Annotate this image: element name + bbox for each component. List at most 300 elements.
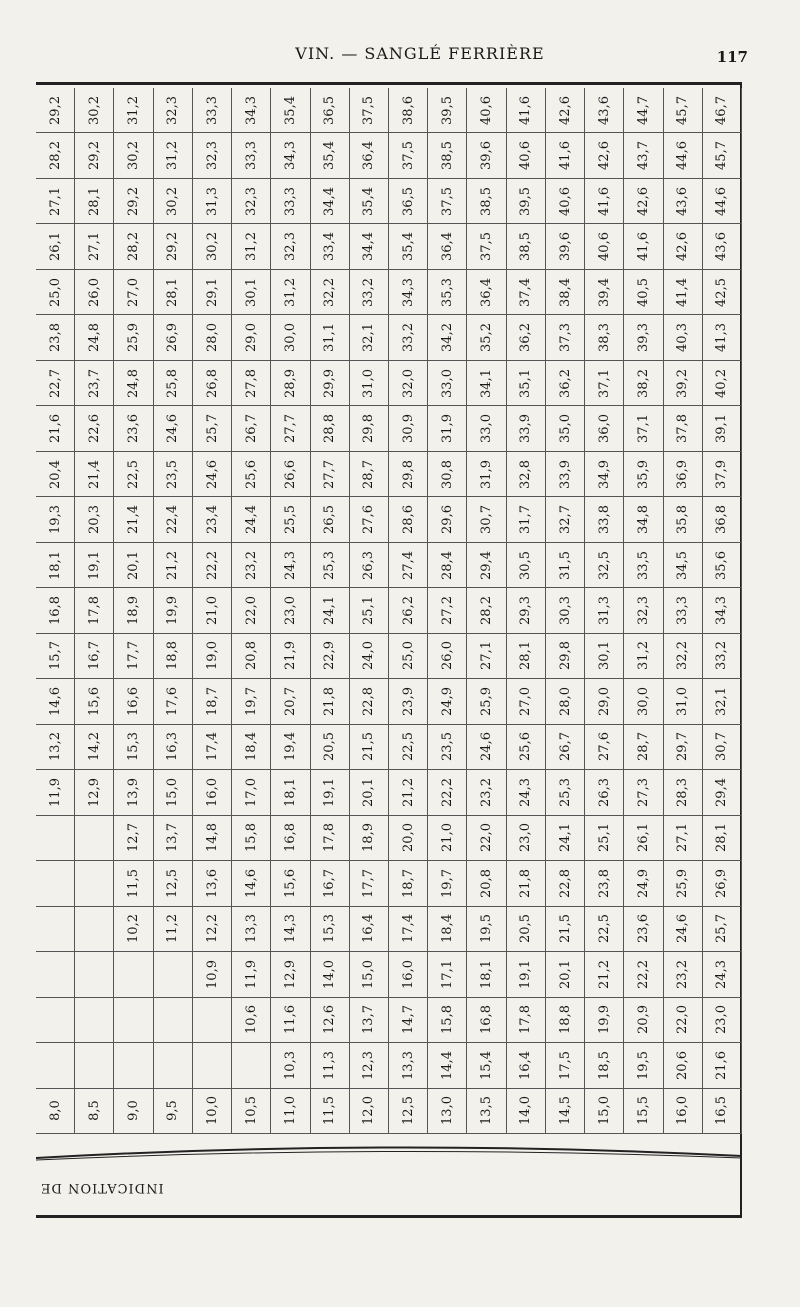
table-cell bbox=[428, 998, 467, 1043]
table-cell bbox=[36, 179, 75, 224]
table-cell-value: 25,5 bbox=[282, 505, 298, 535]
table-cell bbox=[585, 725, 624, 770]
table-cell bbox=[36, 224, 75, 269]
table-cell-value: 24,6 bbox=[165, 414, 181, 444]
table-cell bbox=[467, 315, 506, 360]
row-label: 9,0 bbox=[126, 1100, 142, 1122]
table-cell-value: 21,4 bbox=[86, 459, 102, 489]
table-cell bbox=[664, 725, 703, 770]
table-cell bbox=[703, 861, 742, 906]
table-cell bbox=[546, 952, 585, 997]
table-cell-value: 23,6 bbox=[635, 914, 651, 944]
table-cell-value: 41,6 bbox=[596, 186, 612, 216]
table-cell-value: 10,6 bbox=[243, 1005, 259, 1035]
table-cell-value: 20,4 bbox=[47, 459, 63, 489]
table-cell-value: 23,2 bbox=[675, 959, 691, 989]
table-cell-value: 42,5 bbox=[714, 277, 730, 307]
table-cell bbox=[193, 179, 232, 224]
table-cell-value: 28,0 bbox=[204, 323, 220, 353]
table-cell-value: 33,0 bbox=[439, 368, 455, 398]
table-cell-value: 43,6 bbox=[714, 232, 730, 262]
table-cell-value: 30,1 bbox=[596, 641, 612, 671]
table-cell bbox=[311, 270, 350, 315]
table-cell bbox=[193, 998, 232, 1043]
table-cell-value: 10,9 bbox=[204, 959, 220, 989]
table-cell-value: 13,9 bbox=[126, 777, 142, 807]
table-cell-value: 30,5 bbox=[518, 550, 534, 580]
table-cell bbox=[507, 679, 546, 724]
table-cell bbox=[428, 224, 467, 269]
table-cell-value: 12,5 bbox=[165, 868, 181, 898]
table-cell bbox=[114, 634, 153, 679]
table-cell-value: 23,2 bbox=[479, 777, 495, 807]
table-cell bbox=[154, 952, 193, 997]
table-cell bbox=[585, 770, 624, 815]
table-cell-value: 22,2 bbox=[439, 777, 455, 807]
table-cell-value: 32,1 bbox=[361, 323, 377, 353]
table-cell bbox=[114, 588, 153, 633]
table-cell-value: 35,4 bbox=[400, 232, 416, 262]
table-cell-value: 36,4 bbox=[439, 232, 455, 262]
table-cell bbox=[154, 315, 193, 360]
table-cell bbox=[585, 361, 624, 406]
table-cell bbox=[311, 634, 350, 679]
table-cell bbox=[546, 224, 585, 269]
table-cell bbox=[311, 224, 350, 269]
table-cell-value: 33,5 bbox=[635, 550, 651, 580]
table-cell-value: 23,5 bbox=[439, 732, 455, 762]
table-cell bbox=[271, 1043, 310, 1088]
table-cell bbox=[193, 270, 232, 315]
table-cell-value: 20,8 bbox=[479, 868, 495, 898]
table-cell bbox=[389, 497, 428, 542]
table-cell bbox=[154, 452, 193, 497]
table-cell-value: 21,8 bbox=[518, 868, 534, 898]
table-cell bbox=[546, 270, 585, 315]
table-cell bbox=[428, 861, 467, 906]
table-cell-value: 17,4 bbox=[204, 732, 220, 762]
table-cell bbox=[703, 315, 742, 360]
table-cell bbox=[232, 406, 271, 451]
table-cell-value: 30,0 bbox=[635, 686, 651, 716]
table-cell bbox=[703, 907, 742, 952]
table-cell bbox=[75, 361, 114, 406]
table-cell bbox=[546, 406, 585, 451]
table-cell bbox=[389, 315, 428, 360]
table-cell-value: 33,0 bbox=[479, 414, 495, 444]
table-cell-value: 25,0 bbox=[400, 641, 416, 671]
table-cell-value: 30,1 bbox=[243, 277, 259, 307]
table-cell bbox=[232, 270, 271, 315]
table-cell bbox=[585, 679, 624, 724]
table-cell bbox=[271, 725, 310, 770]
table-cell bbox=[232, 634, 271, 679]
table-cell bbox=[193, 452, 232, 497]
table-cell-value: 34,9 bbox=[596, 459, 612, 489]
table-cell-value: 11,3 bbox=[322, 1050, 338, 1080]
table-cell-value: 44,6 bbox=[675, 141, 691, 171]
table-cell bbox=[467, 861, 506, 906]
table-cell-value: 25,9 bbox=[126, 323, 142, 353]
table-cell bbox=[36, 406, 75, 451]
table-cell bbox=[350, 270, 389, 315]
table-cell bbox=[232, 725, 271, 770]
table-cell bbox=[389, 679, 428, 724]
table-cell bbox=[507, 88, 546, 133]
table-cell bbox=[350, 725, 389, 770]
table-cell-value: 39,3 bbox=[635, 323, 651, 353]
table-cell bbox=[311, 543, 350, 588]
table-cell bbox=[703, 452, 742, 497]
table-cell bbox=[114, 406, 153, 451]
table-cell-value: 33,3 bbox=[204, 95, 220, 125]
table-cell bbox=[311, 816, 350, 861]
table-cell bbox=[232, 133, 271, 178]
table-cell bbox=[36, 1043, 75, 1088]
table-cell bbox=[193, 907, 232, 952]
table-cell-value: 27,7 bbox=[282, 414, 298, 444]
table-cell-value: 30,7 bbox=[714, 732, 730, 762]
table-cell-value: 11,9 bbox=[47, 777, 63, 807]
table-cell bbox=[311, 361, 350, 406]
table-cell bbox=[154, 634, 193, 679]
table-cell-value: 16,8 bbox=[479, 1005, 495, 1035]
table-cell-value: 13,3 bbox=[243, 914, 259, 944]
table-cell bbox=[389, 179, 428, 224]
table-cell bbox=[114, 133, 153, 178]
table-cell bbox=[389, 88, 428, 133]
table-cell-value: 18,4 bbox=[439, 914, 455, 944]
table-cell-value: 34,3 bbox=[282, 141, 298, 171]
rotated-data-table bbox=[36, 88, 742, 1134]
table-cell-value: 18,7 bbox=[400, 868, 416, 898]
table-cell bbox=[36, 725, 75, 770]
table-cell-value: 16,4 bbox=[518, 1050, 534, 1080]
table-cell-value: 43,7 bbox=[635, 141, 651, 171]
table-cell-value: 34,4 bbox=[361, 232, 377, 262]
table-cell-value: 22,7 bbox=[47, 368, 63, 398]
table-cell-value: 35,4 bbox=[282, 95, 298, 125]
table-cell bbox=[507, 770, 546, 815]
table-cell bbox=[428, 406, 467, 451]
table-cell-value: 22,8 bbox=[557, 868, 573, 898]
table-cell-value: 39,2 bbox=[675, 368, 691, 398]
table-cell-value: 27,4 bbox=[400, 550, 416, 580]
table-cell bbox=[271, 907, 310, 952]
table-cell bbox=[703, 270, 742, 315]
table-cell bbox=[664, 88, 703, 133]
table-cell-value: 29,8 bbox=[400, 459, 416, 489]
table-cell bbox=[428, 816, 467, 861]
table-cell bbox=[546, 588, 585, 633]
table-cell bbox=[467, 452, 506, 497]
table-cell-value: 46,7 bbox=[714, 95, 730, 125]
table-cell bbox=[311, 406, 350, 451]
table-cell bbox=[193, 770, 232, 815]
table-cell bbox=[36, 634, 75, 679]
table-cell bbox=[624, 634, 663, 679]
table-cell bbox=[703, 497, 742, 542]
table-cell-value: 34,3 bbox=[243, 95, 259, 125]
table-cell bbox=[75, 679, 114, 724]
table-cell bbox=[271, 770, 310, 815]
table-cell-value: 27,6 bbox=[361, 505, 377, 535]
table-cell bbox=[154, 679, 193, 724]
table-cell bbox=[546, 543, 585, 588]
table-cell-value: 23,0 bbox=[518, 823, 534, 853]
table-cell-value: 23,8 bbox=[596, 868, 612, 898]
table-cell-value: 41,6 bbox=[518, 95, 534, 125]
row-label: 8,0 bbox=[47, 1100, 63, 1122]
table-cell-value: 36,2 bbox=[557, 368, 573, 398]
table-cell-value: 13,7 bbox=[361, 1005, 377, 1035]
table-cell bbox=[546, 634, 585, 679]
table-cell bbox=[75, 452, 114, 497]
table-cell bbox=[585, 270, 624, 315]
table-cell bbox=[75, 907, 114, 952]
table-cell-value: 14,0 bbox=[322, 959, 338, 989]
table-cell bbox=[114, 88, 153, 133]
table-cell bbox=[389, 907, 428, 952]
table-cell bbox=[271, 861, 310, 906]
table-cell bbox=[36, 998, 75, 1043]
table-cell bbox=[271, 679, 310, 724]
table-cell bbox=[507, 452, 546, 497]
table-cell-value: 14,8 bbox=[204, 823, 220, 853]
table-cell bbox=[389, 816, 428, 861]
table-cell-value: 31,0 bbox=[361, 368, 377, 398]
table-cell bbox=[350, 88, 389, 133]
table-cell bbox=[311, 133, 350, 178]
table-cell bbox=[467, 770, 506, 815]
table-cell-value: 27,1 bbox=[86, 232, 102, 262]
table-cell-value: 35,4 bbox=[361, 186, 377, 216]
table-cell-value: 28,1 bbox=[714, 823, 730, 853]
table-cell bbox=[271, 634, 310, 679]
table-cell-value: 26,2 bbox=[400, 596, 416, 625]
table-cell bbox=[428, 88, 467, 133]
table-cell-value: 32,3 bbox=[243, 186, 259, 216]
table-cell bbox=[585, 497, 624, 542]
table-cell-value: 37,4 bbox=[518, 277, 534, 307]
table-cell bbox=[428, 907, 467, 952]
table-cell bbox=[311, 179, 350, 224]
table-cell-value: 19,9 bbox=[165, 596, 181, 625]
table-cell bbox=[154, 770, 193, 815]
table-cell bbox=[703, 679, 742, 724]
table-cell bbox=[311, 725, 350, 770]
table-cell bbox=[36, 816, 75, 861]
table-cell-value: 21,0 bbox=[439, 823, 455, 853]
table-cell bbox=[664, 179, 703, 224]
table-cell-value: 23,8 bbox=[47, 323, 63, 353]
table-cell-value: 35,6 bbox=[714, 550, 730, 580]
table-cell bbox=[664, 497, 703, 542]
table-cell-value: 32,7 bbox=[557, 505, 573, 535]
table-cell-value: 19,5 bbox=[635, 1050, 651, 1080]
table-cell bbox=[546, 88, 585, 133]
table-cell-value: 18,9 bbox=[126, 596, 142, 625]
table-cell bbox=[154, 406, 193, 451]
table-cell-value: 21,4 bbox=[126, 505, 142, 535]
table-cell bbox=[507, 998, 546, 1043]
table-cell bbox=[114, 543, 153, 588]
table-cell bbox=[624, 816, 663, 861]
table-cell-value: 37,1 bbox=[635, 414, 651, 444]
table-cell-value: 15,0 bbox=[361, 959, 377, 989]
table-cell-value: 22,5 bbox=[596, 914, 612, 944]
table-cell bbox=[664, 816, 703, 861]
table-cell-value: 33,2 bbox=[361, 277, 377, 307]
table-cell bbox=[311, 861, 350, 906]
table-cell bbox=[232, 452, 271, 497]
table-cell-value: 39,4 bbox=[596, 277, 612, 307]
table-cell bbox=[154, 588, 193, 633]
table-cell-value: 30,8 bbox=[439, 459, 455, 489]
table-cell-value: 35,3 bbox=[439, 277, 455, 307]
table-cell-value: 44,6 bbox=[714, 186, 730, 216]
table-cell-value: 31,1 bbox=[322, 323, 338, 353]
table-cell bbox=[114, 861, 153, 906]
table-cell-value: 16,7 bbox=[86, 641, 102, 671]
table-cell bbox=[350, 952, 389, 997]
table-cell bbox=[546, 179, 585, 224]
table-cell-value: 22,4 bbox=[165, 505, 181, 535]
table-cell-value: 45,7 bbox=[714, 141, 730, 171]
table-cell-value: 14,3 bbox=[282, 914, 298, 944]
table-cell-value: 22,2 bbox=[635, 959, 651, 989]
table-cell bbox=[271, 361, 310, 406]
table-cell bbox=[114, 1043, 153, 1088]
table-cell bbox=[428, 452, 467, 497]
table-cell-value: 16,0 bbox=[400, 959, 416, 989]
table-cell-value: 30,0 bbox=[282, 323, 298, 353]
table-cell-value: 41,3 bbox=[714, 323, 730, 353]
table-cell bbox=[467, 725, 506, 770]
table-cell bbox=[624, 133, 663, 178]
table-cell bbox=[624, 361, 663, 406]
table-cell bbox=[271, 497, 310, 542]
table-cell bbox=[664, 452, 703, 497]
table-cell bbox=[75, 270, 114, 315]
table-cell bbox=[232, 361, 271, 406]
table-cell-value: 19,1 bbox=[86, 550, 102, 580]
table-cell-value: 28,1 bbox=[86, 186, 102, 216]
table-cell bbox=[428, 361, 467, 406]
table-cell bbox=[154, 361, 193, 406]
table-cell-value: 24,4 bbox=[243, 505, 259, 535]
table-cell bbox=[36, 861, 75, 906]
table-cell bbox=[467, 1043, 506, 1088]
table-cell-value: 28,6 bbox=[400, 505, 416, 535]
table-cell bbox=[75, 224, 114, 269]
table-cell-value: 25,6 bbox=[518, 732, 534, 762]
table-cell bbox=[350, 770, 389, 815]
row-label: 15,5 bbox=[635, 1096, 651, 1126]
table-cell bbox=[428, 588, 467, 633]
table-cell-value: 24,6 bbox=[479, 732, 495, 762]
table-cell bbox=[507, 315, 546, 360]
table-cell bbox=[467, 361, 506, 406]
table-cell-value: 36,5 bbox=[400, 186, 416, 216]
table-cell-value: 15,6 bbox=[282, 868, 298, 898]
table-cell bbox=[507, 361, 546, 406]
table-cell bbox=[154, 543, 193, 588]
table-cell-value: 40,2 bbox=[714, 368, 730, 398]
table-cell bbox=[114, 725, 153, 770]
table-cell bbox=[232, 907, 271, 952]
table-cell-value: 27,6 bbox=[596, 732, 612, 762]
table-cell bbox=[389, 998, 428, 1043]
table-cell bbox=[428, 133, 467, 178]
table-cell bbox=[75, 634, 114, 679]
table-cell-value: 27,0 bbox=[126, 277, 142, 307]
table-cell-value: 30,2 bbox=[204, 232, 220, 262]
table-cell-value: 28,2 bbox=[479, 596, 495, 625]
table-cell-value: 33,3 bbox=[243, 141, 259, 171]
table-cell bbox=[467, 588, 506, 633]
table-cell bbox=[193, 406, 232, 451]
table-cell bbox=[193, 725, 232, 770]
table-cell-value: 24,8 bbox=[86, 323, 102, 353]
table-cell-value: 29,2 bbox=[47, 95, 63, 125]
table-cell bbox=[664, 588, 703, 633]
table-cell-value: 31,2 bbox=[165, 141, 181, 171]
table-cell-value: 14,7 bbox=[400, 1005, 416, 1035]
table-cell bbox=[703, 770, 742, 815]
table-cell bbox=[350, 634, 389, 679]
table-cell-value: 21,0 bbox=[204, 596, 220, 625]
table-cell bbox=[467, 406, 506, 451]
table-cell bbox=[36, 770, 75, 815]
table-cell-value: 37,5 bbox=[361, 95, 377, 125]
page-header-title: VIN. — SANGLÉ FERRIÈRE bbox=[295, 44, 545, 63]
table-cell bbox=[585, 588, 624, 633]
table-cell-value: 15,8 bbox=[243, 823, 259, 853]
table-cell bbox=[36, 588, 75, 633]
table-cell bbox=[75, 543, 114, 588]
table-cell-value: 21,2 bbox=[596, 959, 612, 989]
table-cell-value: 29,1 bbox=[204, 277, 220, 307]
table-cell-value: 27,1 bbox=[675, 823, 691, 853]
table-cell bbox=[271, 224, 310, 269]
table-cell-value: 26,3 bbox=[596, 777, 612, 807]
table-cell-value: 24,9 bbox=[635, 868, 651, 898]
table-cell-value: 29,0 bbox=[596, 686, 612, 716]
table-cell-value: 32,2 bbox=[322, 277, 338, 307]
table-cell bbox=[467, 952, 506, 997]
table-cell bbox=[193, 816, 232, 861]
table-cell bbox=[624, 1043, 663, 1088]
table-cell bbox=[664, 770, 703, 815]
table-cell bbox=[624, 588, 663, 633]
table-cell bbox=[664, 998, 703, 1043]
table-cell-value: 43,6 bbox=[596, 95, 612, 125]
table-cell bbox=[271, 406, 310, 451]
table-cell bbox=[507, 634, 546, 679]
table-cell bbox=[507, 907, 546, 952]
table-cell bbox=[664, 133, 703, 178]
row-label: 12,5 bbox=[400, 1096, 416, 1126]
table-cell-value: 30,2 bbox=[165, 186, 181, 216]
table-cell bbox=[428, 679, 467, 724]
table-cell bbox=[193, 543, 232, 588]
table-cell-value: 36,4 bbox=[361, 141, 377, 171]
table-cell-value: 25,9 bbox=[479, 686, 495, 716]
table-cell-value: 38,2 bbox=[635, 368, 651, 398]
table-cell-value: 12,7 bbox=[126, 823, 142, 853]
table-cell bbox=[114, 224, 153, 269]
